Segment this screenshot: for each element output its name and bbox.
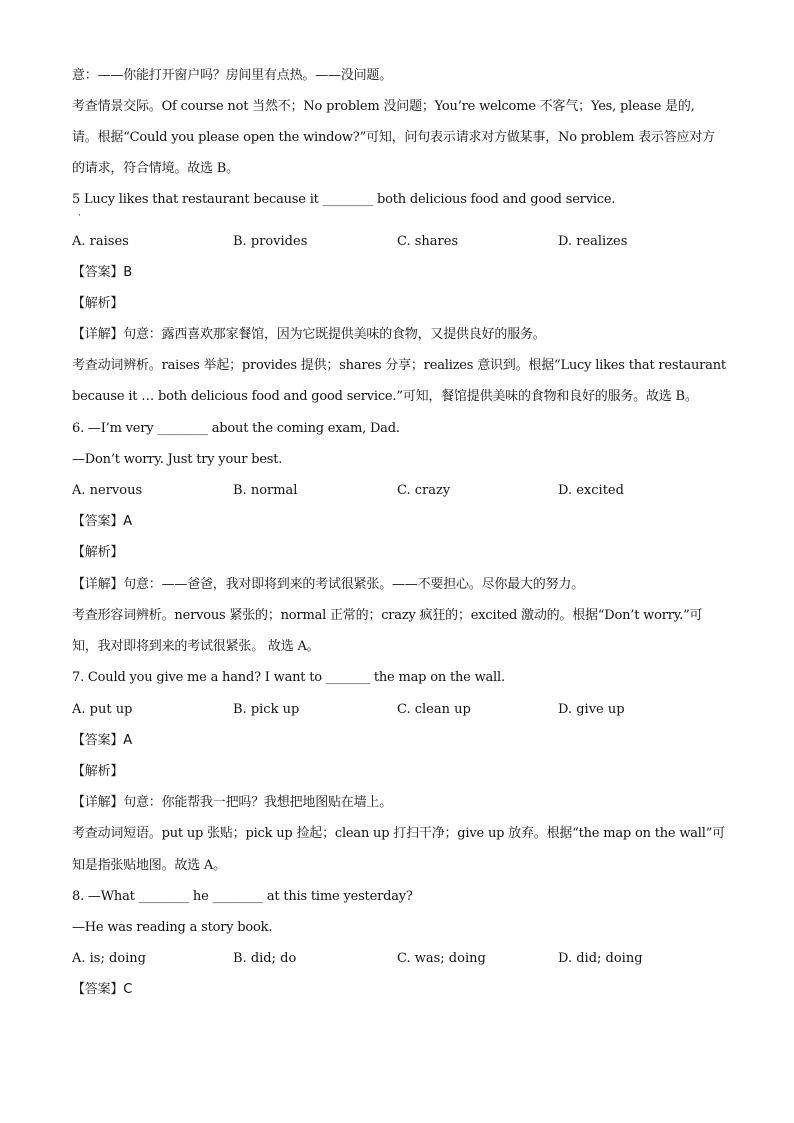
question-5: 5 Lucy likes that restaurant because it ________ both delicious food and good service.	[72, 192, 616, 207]
option-b: B. provides	[233, 234, 308, 249]
question-7: 7. Could you give me a hand? I want to _______ the map on the wall.	[72, 670, 505, 685]
explanation-text: 知是指张贴地图。故选 A。	[72, 858, 226, 873]
explanation-text: because it … both delicious food and good service.”可知，餐馆提供美味的食物和良好的服务。故选 B。	[72, 389, 698, 404]
option-d: D. did; doing	[558, 951, 643, 966]
option-d: D. excited	[558, 483, 624, 498]
question-6: 6. —I’m very ________ about the coming exam, Dad.	[72, 421, 400, 436]
option-a: A. nervous	[72, 483, 143, 498]
question-6-reply: —Don’t worry. Just try your best.	[72, 452, 283, 467]
explanation-text: 考查动词短语。put up 张贴；pick up 捡起；clean up 打扫干净；give up 放弃。根据“the map on the wall”可	[72, 826, 725, 841]
stray-dot: ·	[78, 211, 81, 221]
analysis-label: 【解析】	[72, 296, 124, 311]
text-line: 的请求，符合情境。故选 B。	[72, 161, 239, 176]
option-c: C. clean up	[397, 702, 471, 717]
analysis-label: 【解析】	[72, 545, 124, 560]
text-line: 考查情景交际。Of course not 当然不；No problem 没问题；You’re welcome 不客气；Yes, please 是的,	[72, 99, 695, 114]
detail-text: 【详解】句意：——爸爸，我对即将到来的考试很紧张。——不要担心。尽你最大的努力。	[72, 577, 585, 592]
option-c: C. shares	[397, 234, 459, 249]
option-b: B. did; do	[233, 951, 297, 966]
answer-label: 【答案】C	[72, 982, 133, 997]
option-c: C. was; doing	[397, 951, 486, 966]
text-line: 请。根据“Could you please open the window?”可知，问句表示请求对方做某事，No problem 表示答应对方	[72, 130, 715, 145]
q6-options	[72, 482, 732, 500]
answer-label: 【答案】A	[72, 514, 132, 529]
answer-label: 【答案】B	[72, 265, 132, 280]
option-a: A. put up	[72, 702, 133, 717]
q5-options	[72, 233, 732, 251]
detail-text: 【详解】句意：你能帮我一把吗？我想把地图贴在墙上。	[72, 795, 393, 810]
explanation-text: 考查形容词辨析。nervous 紧张的；normal 正常的；crazy 疯狂的；excited 激动的。根据“Don’t worry.”可	[72, 608, 703, 623]
text-line: 意：——你能打开窗户吗？房间里有点热。——没问题。	[72, 68, 393, 83]
question-8: 8. —What ________ he ________ at this time yesterday?	[72, 889, 413, 904]
option-b: B. normal	[233, 483, 298, 498]
analysis-label: 【解析】	[72, 764, 124, 779]
option-a: A. raises	[72, 234, 129, 249]
q7-options	[72, 701, 732, 719]
explanation-text: 考查动词辨析。raises 举起；provides 提供；shares 分享；realizes 意识到。根据“Lucy likes that restaurant	[72, 358, 726, 373]
option-b: B. pick up	[233, 702, 300, 717]
explanation-text: 知，我对即将到来的考试很紧张。 故选 A。	[72, 639, 320, 654]
option-a: A. is; doing	[72, 951, 146, 966]
question-8-reply: —He was reading a story book.	[72, 920, 273, 935]
option-d: D. give up	[558, 702, 625, 717]
option-d: D. realizes	[558, 234, 628, 249]
q8-options	[72, 950, 732, 968]
detail-text: 【详解】句意：露西喜欢那家餐馆，因为它既提供美味的食物，又提供良好的服务。	[72, 327, 546, 342]
option-c: C. crazy	[397, 483, 451, 498]
answer-label: 【答案】A	[72, 733, 132, 748]
